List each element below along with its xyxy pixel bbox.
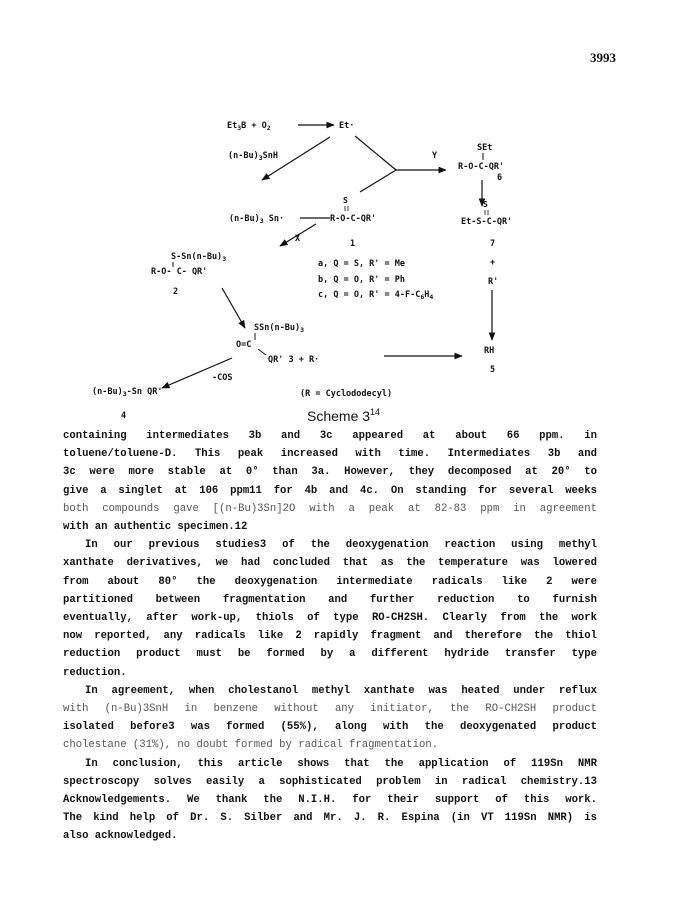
text-line: isolated before3 was formed (55%), along with the deoxygenated product: [63, 721, 597, 734]
bond-et-down: [355, 136, 396, 170]
paragraph-previous-studies: [63, 536, 597, 682]
path-y-label: Y: [432, 151, 438, 161]
minus-cos: -COS: [212, 373, 233, 383]
intermediate-2-top: $S-Sn(n-Bu)_3$: [171, 252, 227, 263]
text-line: In agreement, when cholestanol methyl xanthate was heated under reflux: [85, 684, 597, 697]
product-4: $(n-Bu)_3-Sn$ QR': [92, 387, 163, 398]
rh-product: RH: [484, 346, 495, 356]
variant-c: c, Q = O, $R' = 4-F-C_6H_4$: [318, 290, 434, 301]
variant-b: b, Q = O, R' = Ph: [318, 275, 405, 285]
compound-1: 1: [350, 239, 356, 249]
text-line: give a singlet at 106 ppm11 for 4b and 4c. On standing for several weeks: [63, 484, 597, 497]
tin-radical: $(n-Bu)_3$ Sn·: [229, 214, 285, 225]
paragraph-results: [63, 427, 597, 536]
et-adduct-top: SEt: [477, 143, 493, 153]
r-radical: R': [488, 277, 499, 287]
compound-7: 7: [490, 239, 496, 249]
product-3-tail: QR' 3 + R·: [268, 355, 320, 365]
paragraph-conclusion: [63, 755, 597, 846]
compound-6: 6: [497, 173, 503, 183]
text-line: cholestane (31%), no doubt formed by radical fragmentation.: [63, 739, 439, 752]
text-line: containing intermediates 3b and 3c appeared at about 66 ppm. in: [63, 430, 597, 442]
text-line: The kind help of Dr. S. Silber and Mr. J. R. Espina (in VT 119Sn NMR) is: [63, 812, 597, 825]
tin-hydride: $(n-Bu)_3SnH$: [228, 151, 278, 162]
initiation-label: $Et_3B + O_2$: [227, 121, 271, 132]
page-number: 3993: [590, 50, 616, 65]
variant-a: a, Q = S, R' = Me: [318, 259, 405, 269]
intermediate-2: R-O- C- QR': [151, 267, 208, 277]
text-line: with (n-Bu)3SnH in benzene without any initiator, the RO-CH2SH product: [63, 703, 597, 716]
et-adduct: R-O-C-QR': [458, 162, 505, 172]
text-line: In conclusion, this article shows that the application of 119Sn NMR: [85, 757, 597, 770]
paragraph-agreement: [63, 682, 597, 755]
text-line: both compounds gave [(n-Bu)3Sn]2O with a peak at 82-83 ppm in agreement: [63, 502, 597, 515]
path-x-label: X: [295, 234, 301, 244]
arrow-2-to-3: [222, 288, 245, 328]
text-line: partitioned between fragmentation and further reduction to furnish: [63, 593, 597, 606]
text-line: Acknowledgements. We thank the N.I.H. for their support of this work.: [63, 794, 597, 807]
r-definition: (R = Cyclododecyl): [300, 389, 393, 399]
text-line: also acknowledged.: [63, 830, 178, 843]
bond-from-1-up: [360, 170, 396, 192]
xanthate: R-O-C-QR': [330, 214, 377, 224]
thione: Et-S-C-QR': [461, 217, 513, 227]
et-radical: Et·: [339, 121, 355, 131]
text-line: xanthate derivatives, we had concluded that as the temperature was lowered: [63, 557, 597, 570]
text-line: toluene/toluene-D. This peak increased with time. Intermediates 3b and: [63, 448, 597, 461]
text-line: reduction.: [63, 666, 127, 679]
text-line: from about 80° the deoxygenation intermediate radicals like 2 were: [63, 575, 597, 588]
product-3-top: $SSn(n-Bu)_3$: [254, 323, 304, 334]
scheme-caption: Scheme $3^{14}$: [307, 407, 381, 424]
text-line: eventually, after work-up, thiols of type RO-CH2SH. Clearly from the work: [63, 612, 597, 625]
reaction-scheme: [0, 100, 679, 430]
compound-4: 4: [121, 411, 127, 421]
body-text: [63, 427, 597, 846]
text-line: spectroscopy solves easily a sophisticated problem in radical chemistry.13: [63, 775, 597, 788]
text-line: now reported, any radicals like 2 rapidly fragment and therefore the thiol: [63, 630, 597, 643]
svg-text:S: S: [343, 196, 348, 205]
compound-5: 5: [490, 365, 496, 375]
text-line: with an authentic specimen.12: [63, 521, 248, 534]
plus-sign: +: [490, 258, 496, 268]
compound-2: 2: [173, 287, 179, 297]
product-3-carbonyl: O=C: [236, 340, 252, 350]
text-line: In our previous studies3 of the deoxygenation reaction using methyl: [85, 539, 597, 552]
svg-text:S: S: [483, 200, 488, 209]
text-line: 3c were more stable at 0° than 3a. However, they decomposed at 20° to: [63, 466, 597, 479]
text-line: reduction product must be formed by a different hydride transfer type: [63, 648, 597, 661]
